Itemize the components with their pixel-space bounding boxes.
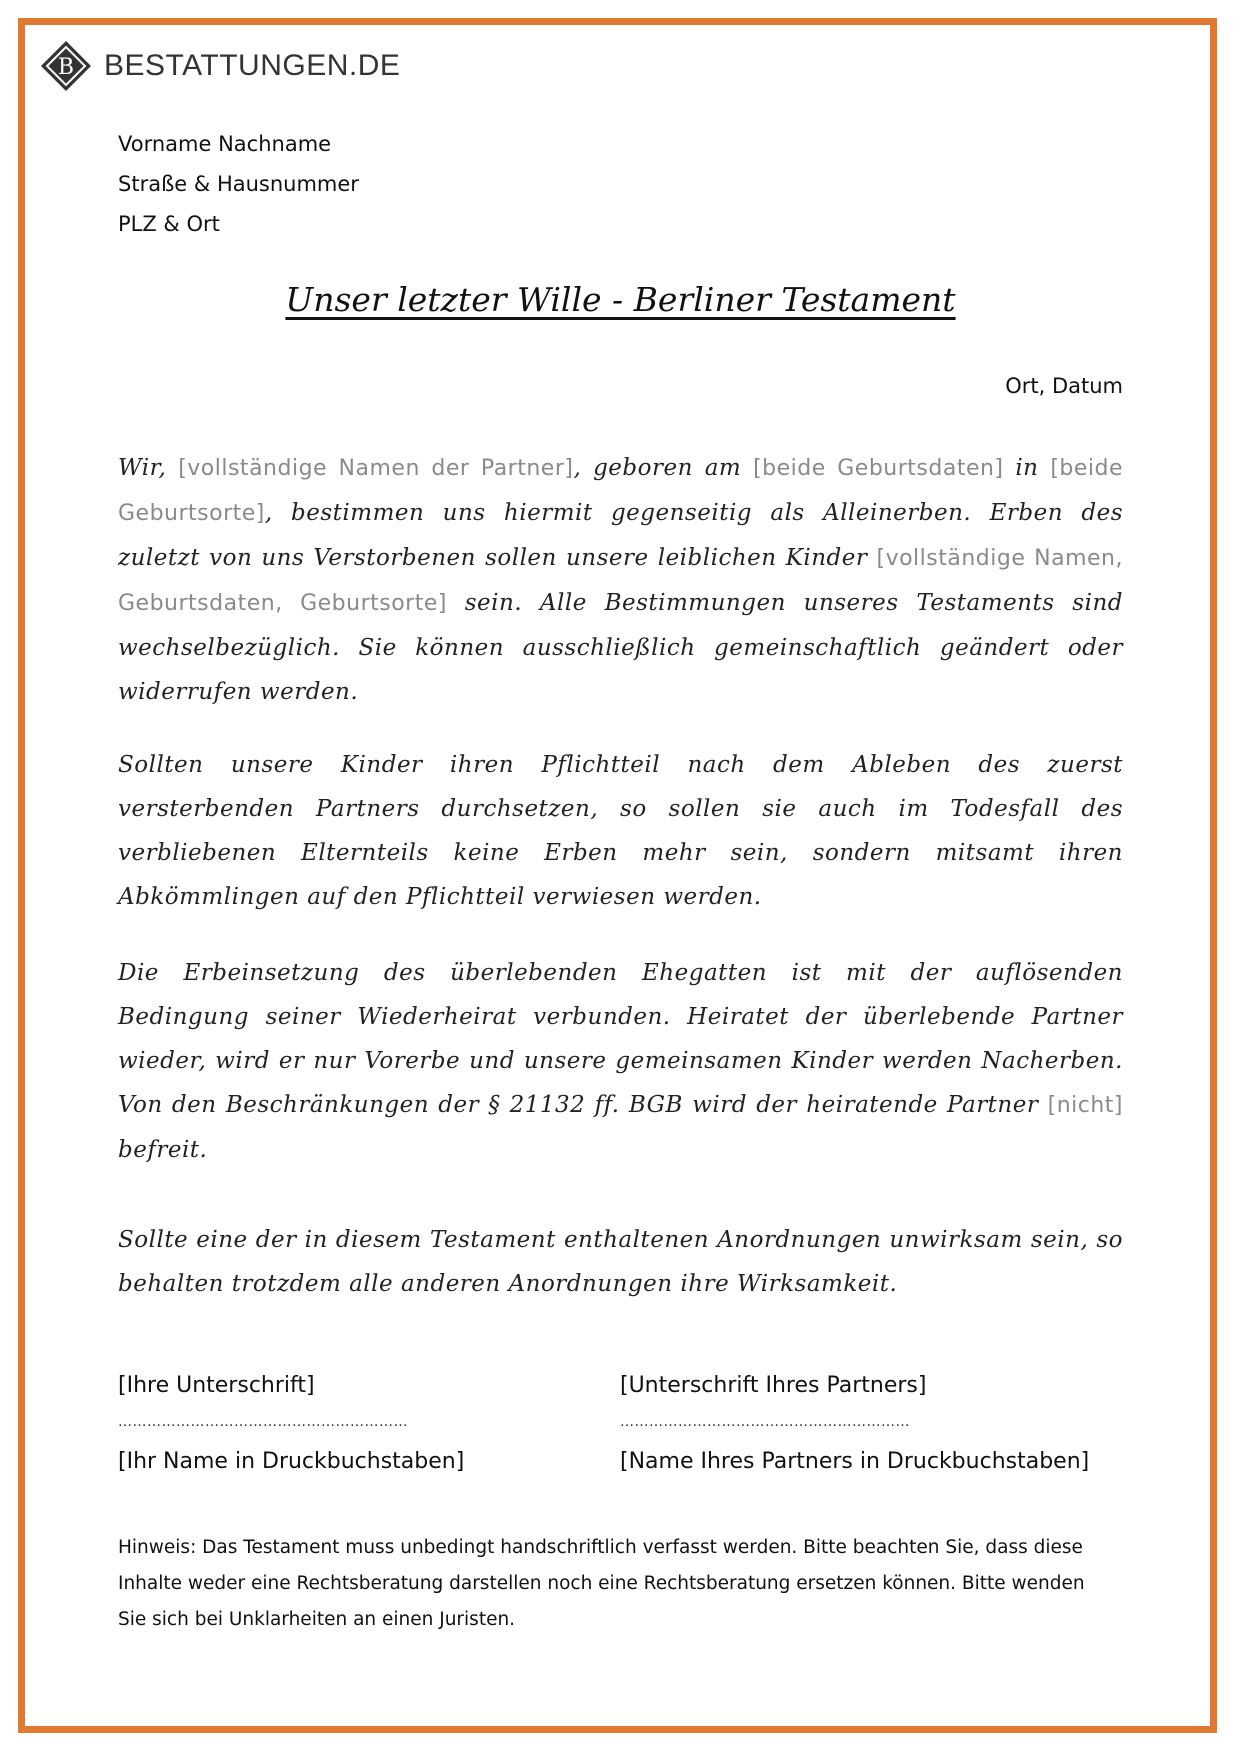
right-name-label: [Name Ihres Partners in Druckbuchstaben] (620, 1449, 1090, 1474)
paragraph-text: befreit. (118, 1137, 208, 1163)
logo (40, 40, 400, 92)
paragraph-text: , bestimmen uns hiermit gegenseitig als Alleinerben. Erben des zuletzt von uns Verstorbenen sollen unsere leiblichen Kinder (118, 500, 1123, 571)
paragraph-remarriage (118, 951, 1123, 1172)
paragraph-text: , geboren am (573, 455, 754, 481)
paragraph-heirs (118, 446, 1123, 714)
logo-text: BESTATTUNGEN.DE (104, 49, 401, 82)
sender-city: PLZ & Ort (118, 212, 220, 236)
paragraph-text: Die Erbeinsetzung des überlebenden Ehegatten ist mit der auflösenden Bedingung seiner Wiederheirat verbunden. Heiratet der überlebende Partner wieder, wird er nur Vorerbe und unsere gemeinsamen Kinder werden Nacherben. Von den Beschränkungen der § 21132 ff. BGB wird der heiratende Partner (118, 960, 1123, 1118)
left-name-label: [Ihr Name in Druckbuchstaben] (118, 1449, 465, 1474)
placeholder-birthdates: [beide Geburtsdaten] (753, 456, 1004, 481)
placeholder-birthplaces: [beide Geburtsorte] (118, 456, 1124, 526)
paragraph-severability: Sollte eine der in diesem Testament enthaltenen Anordnungen unwirksam sein, so behalten trotzdem alle anderen Anordnungen ihre Wirksamkeit. (118, 1227, 1123, 1297)
right-signature-label: [Unterschrift Ihres Partners] (620, 1373, 927, 1398)
place-date: Ort, Datum (1005, 374, 1123, 398)
paragraph-text: in (1003, 455, 1051, 481)
right-signature-line: …………………………………………………… (620, 1414, 910, 1430)
paragraph-compulsory-share: Sollten unsere Kinder ihren Pflichtteil nach dem Ableben des zuerst versterbenden Partners durchsetzen, so sollen sie auch im Todesfall des verbliebenen Elternteils keine Erben mehr sein, sondern mitsamt ihren Abkömmlingen auf den Pflichtteil verwiesen werden. (118, 752, 1123, 910)
paragraph-text: Wir, (118, 455, 179, 481)
left-signature-line: …………………………………………………… (118, 1414, 408, 1430)
left-signature-label: [Ihre Unterschrift] (118, 1373, 315, 1398)
sender-street: Straße & Hausnummer (118, 172, 359, 196)
document-title: Unser letzter Wille - Berliner Testament (285, 280, 956, 319)
svg-text:B: B (57, 55, 75, 80)
legal-note: Hinweis: Das Testament muss unbedingt handschriftlich verfasst werden. Bitte beachten Sie, dass diese Inhalte weder eine Rechtsberatung darstellen noch eine Rechtsberatung ersetzen können. Bitte wenden Sie sich bei Unklarheiten an einen Juristen. (118, 1537, 1085, 1630)
placeholder-names: [vollständige Namen der Partner] (178, 456, 574, 481)
paragraph-text: sein. Alle Bestimmungen unseres Testaments sind wechselbezüglich. Sie können ausschließlich gemeinschaftlich geändert oder widerrufen werden. (118, 590, 1123, 705)
placeholder-nicht: [nicht] (1047, 1093, 1123, 1118)
logo-diamond-icon (40, 40, 92, 92)
sender-name: Vorname Nachname (118, 132, 332, 156)
placeholder-children: [vollständige Namen, Geburtsdaten, Geburtsorte] (118, 546, 1123, 616)
sender-address (118, 124, 359, 244)
